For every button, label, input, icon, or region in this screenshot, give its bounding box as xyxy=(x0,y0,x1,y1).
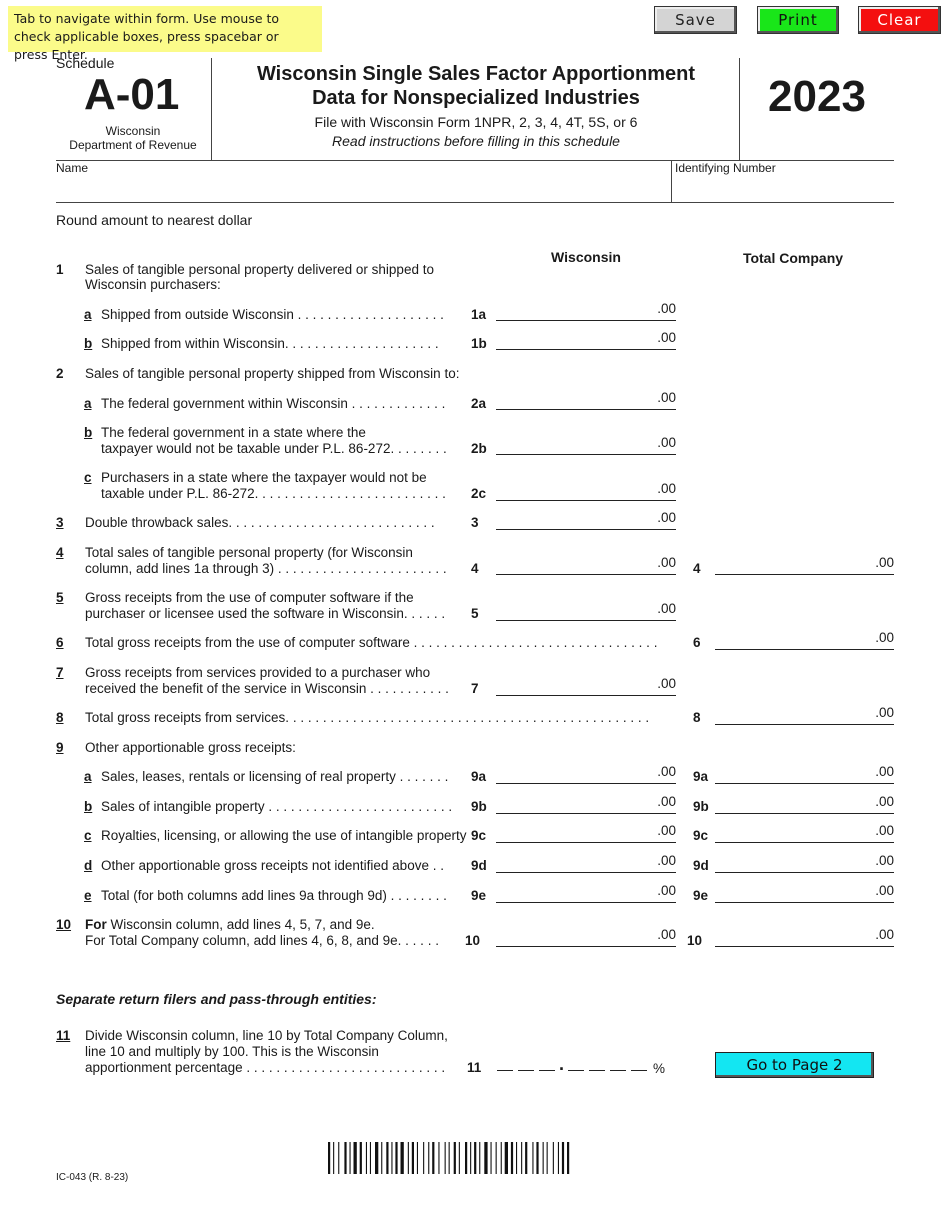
form-instructions: Read instructions before filling in this schedule xyxy=(332,133,620,149)
form-id: IC-043 (R. 8-23) xyxy=(56,1172,129,1183)
wisconsin-amount-field[interactable] xyxy=(496,301,676,321)
line-text: line 10 and multiply by 100. This is the Wisconsin xyxy=(85,1044,379,1059)
cents-label: .00 xyxy=(657,601,676,616)
line-ref: 9b xyxy=(471,799,487,814)
cents-label: .00 xyxy=(875,555,894,570)
wisconsin-amount-field[interactable] xyxy=(496,883,676,903)
wisconsin-amount-field[interactable] xyxy=(496,510,676,530)
line-text: Total gross receipts from services. . . . . . . . . . . . . . . . . . . . . . . . . . . . . . . . . . . . . . . . . . . . . . . . . xyxy=(85,710,650,725)
line-number: 1 xyxy=(56,262,64,277)
save-button[interactable]: Save xyxy=(654,6,737,34)
total-company-amount-field[interactable] xyxy=(715,853,894,873)
line-letter: c xyxy=(84,470,92,485)
cents-label: .00 xyxy=(657,481,676,496)
wisconsin-amount-field[interactable] xyxy=(496,481,676,501)
total-company-amount-field[interactable] xyxy=(715,705,894,725)
total-company-amount-field[interactable] xyxy=(715,630,894,650)
line-ref: 8 xyxy=(693,710,701,725)
line-text: apportionment percentage . . . . . . . . . . . . . . . . . . . . . . . . . . . xyxy=(85,1060,446,1075)
schedule-number: A-01 xyxy=(84,70,180,119)
line-text: column, add lines 1a through 3) . . . . . . . . . . . . . . . . . . . . . . . xyxy=(85,561,447,576)
title-line1: Wisconsin Single Sales Factor Apportionment xyxy=(256,63,696,85)
line-text: Double throwback sales. . . . . . . . . . . . . . . . . . . . . . . . . . . . xyxy=(85,515,435,530)
wisconsin-amount-field[interactable] xyxy=(496,435,676,455)
cents-label: .00 xyxy=(657,764,676,779)
line-text: Wisconsin purchasers: xyxy=(85,277,221,292)
dept-line2: Department of Revenue xyxy=(69,138,197,152)
cents-label: .00 xyxy=(657,823,676,838)
cents-label: .00 xyxy=(875,705,894,720)
percentage-digit-field[interactable] xyxy=(589,1070,605,1071)
cents-label: .00 xyxy=(657,794,676,809)
wisconsin-column-header: Wisconsin xyxy=(551,249,621,265)
cents-label: .00 xyxy=(657,676,676,691)
line-text: Purchasers in a state where the taxpayer would not be xyxy=(101,470,427,485)
line-text: Gross receipts from the use of computer software if the xyxy=(85,590,414,605)
go-to-page-2-button[interactable]: Go to Page 2 xyxy=(715,1052,874,1078)
line-letter: a xyxy=(84,396,92,411)
line-ref: 1a xyxy=(471,307,487,322)
print-button[interactable]: Print xyxy=(757,6,839,34)
line-ref: 9d xyxy=(471,858,487,873)
form-subtitle: File with Wisconsin Form 1NPR, 2, 3, 4, 4T, 5S, or 6 xyxy=(314,114,638,130)
percentage-digit-field[interactable] xyxy=(539,1070,555,1071)
line-text: Sales of tangible personal property shipped from Wisconsin to: xyxy=(85,366,460,381)
dept-line1: Wisconsin xyxy=(105,124,161,138)
line-ref: 9e xyxy=(693,888,709,903)
cents-label: .00 xyxy=(875,764,894,779)
line-ref: 9c xyxy=(693,828,709,843)
line-ref: 4 xyxy=(693,561,701,576)
line-letter: a xyxy=(84,307,92,322)
line-number: 7 xyxy=(56,665,64,680)
percent-sign: % xyxy=(653,1061,666,1076)
clear-button[interactable]: Clear xyxy=(858,6,941,34)
line-text: For Total Company column, add lines 4, 6, 8, and 9e. . . . . . xyxy=(85,933,439,948)
line-ref: 9d xyxy=(693,858,709,873)
line-number: 9 xyxy=(56,740,64,755)
line-text: Royalties, licensing, or allowing the use of intangible property xyxy=(101,828,467,843)
line-letter: b xyxy=(84,336,93,351)
cents-label: .00 xyxy=(875,853,894,868)
cents-label: .00 xyxy=(657,927,676,942)
line-ref: 4 xyxy=(471,561,479,576)
cents-label: .00 xyxy=(657,510,676,525)
cents-label: .00 xyxy=(657,883,676,898)
line-ref: 1b xyxy=(471,336,487,351)
line-ref: 3 xyxy=(471,515,479,530)
line-text: taxable under P.L. 86-272. . . . . . . . . . . . . . . . . . . . . . . . . . xyxy=(101,486,446,501)
line-text: The federal government within Wisconsin . . . . . . . . . . . . . xyxy=(101,396,446,411)
total-company-amount-field[interactable] xyxy=(715,764,894,784)
cents-label: .00 xyxy=(875,794,894,809)
line-ref: 9c xyxy=(471,828,487,843)
cents-label: .00 xyxy=(657,853,676,868)
line-ref: 9a xyxy=(693,769,709,784)
line-text: Sales of intangible property . . . . . . . . . . . . . . . . . . . . . . . . . xyxy=(101,799,453,814)
line-number: 10 xyxy=(56,917,72,932)
schedule-label: Schedule xyxy=(56,55,115,71)
line-ref: 9b xyxy=(693,799,709,814)
percentage-digit-field[interactable] xyxy=(631,1070,647,1071)
tax-year: 2023 xyxy=(768,72,866,121)
line-number: 5 xyxy=(56,590,64,605)
line-ref: 9a xyxy=(471,769,487,784)
percentage-digit-field[interactable] xyxy=(568,1070,584,1071)
line-text: Divide Wisconsin column, line 10 by Total Company Column, xyxy=(85,1028,448,1043)
percentage-digit-field[interactable] xyxy=(518,1070,534,1071)
total-company-column-header: Total Company xyxy=(742,250,844,266)
cents-label: .00 xyxy=(657,435,676,450)
cents-label: .00 xyxy=(875,927,894,942)
name-label: Name xyxy=(56,161,89,175)
line-text: Shipped from within Wisconsin. . . . . . . . . . . . . . . . . . . . . xyxy=(101,336,439,351)
line-number: 6 xyxy=(56,635,64,650)
wisconsin-amount-field[interactable] xyxy=(496,601,676,621)
name-field[interactable] xyxy=(56,176,671,202)
line-text: Total sales of tangible personal property (for Wisconsin xyxy=(85,545,413,560)
wisconsin-amount-field[interactable] xyxy=(496,676,676,696)
percentage-digit-field[interactable] xyxy=(497,1070,513,1071)
wisconsin-amount-field[interactable] xyxy=(496,330,676,350)
line-number: 4 xyxy=(56,545,64,560)
cents-label: .00 xyxy=(657,390,676,405)
line-ref: 10 xyxy=(465,933,481,948)
line-text: Other apportionable gross receipts not identified above . . xyxy=(101,858,444,873)
line-letter: e xyxy=(84,888,92,903)
line-text: Sales, leases, rentals or licensing of real property . . . . . . . xyxy=(101,769,449,784)
line-text: purchaser or licensee used the software in Wisconsin. . . . . . xyxy=(85,606,446,621)
line-number: 8 xyxy=(56,710,64,725)
identifying-number-label: Identifying Number xyxy=(675,161,776,175)
line-letter: d xyxy=(84,858,93,873)
line-ref: 10 xyxy=(687,933,703,948)
line-text: received the benefit of the service in Wisconsin . . . . . . . . . . . xyxy=(85,681,449,696)
cents-label: .00 xyxy=(657,555,676,570)
identifying-number-field[interactable] xyxy=(675,176,894,202)
line-ref: 2b xyxy=(471,441,487,456)
divider xyxy=(671,160,672,203)
decimal-point: . xyxy=(559,1054,565,1074)
department-name xyxy=(56,124,210,152)
total-company-amount-field[interactable] xyxy=(715,794,894,814)
line-ref: 5 xyxy=(471,606,479,621)
line-text: Total gross receipts from the use of computer software . . . . . . . . . . . . . . . . . . . . . . . . . . . . . . . . . xyxy=(85,635,658,650)
line-text xyxy=(85,917,375,933)
line-text: Total (for both columns add lines 9a through 9d) . . . . . . . . xyxy=(101,888,447,903)
line-number: 3 xyxy=(56,515,64,530)
wisconsin-amount-field[interactable] xyxy=(496,794,676,814)
form-title xyxy=(212,62,740,110)
line-number: 2 xyxy=(56,366,64,381)
cents-label: .00 xyxy=(657,330,676,345)
wisconsin-amount-field[interactable] xyxy=(496,764,676,784)
line-letter: a xyxy=(84,769,92,784)
line-text: The federal government in a state where the xyxy=(101,425,366,440)
line-ref: 7 xyxy=(471,681,479,696)
cents-label: .00 xyxy=(657,301,676,316)
separate-filers-heading: Separate return filers and pass-through entities: xyxy=(56,991,377,1007)
divider xyxy=(56,202,894,203)
line-letter: b xyxy=(84,799,93,814)
wisconsin-amount-field[interactable] xyxy=(496,555,676,575)
wisconsin-amount-field[interactable] xyxy=(496,853,676,873)
line-text: Shipped from outside Wisconsin . . . . . . . . . . . . . . . . . . . . xyxy=(101,307,444,322)
cents-label: .00 xyxy=(875,823,894,838)
line-text-bold: For xyxy=(85,917,107,932)
percentage-digit-field[interactable] xyxy=(610,1070,626,1071)
total-company-amount-field[interactable] xyxy=(715,555,894,575)
line-letter: b xyxy=(84,425,93,440)
line-text: Other apportionable gross receipts: xyxy=(85,740,296,755)
cents-label: .00 xyxy=(875,630,894,645)
title-line2: Data for Nonspecialized Industries xyxy=(312,87,640,109)
cents-label: .00 xyxy=(875,883,894,898)
wisconsin-amount-field[interactable] xyxy=(496,390,676,410)
line-ref: 6 xyxy=(693,635,701,650)
line-ref: 2c xyxy=(471,486,487,501)
wisconsin-amount-field[interactable] xyxy=(496,927,676,947)
line-text: taxpayer would not be taxable under P.L. 86-272. . . . . . . . xyxy=(101,441,447,456)
total-company-amount-field[interactable] xyxy=(715,927,894,947)
total-company-amount-field[interactable] xyxy=(715,823,894,843)
line-letter: c xyxy=(84,828,92,843)
line-text-rest: Wisconsin column, add lines 4, 5, 7, and 9e. xyxy=(106,917,375,932)
line-ref: 2a xyxy=(471,396,487,411)
barcode-image xyxy=(328,1142,622,1174)
navigation-tip: Tab to navigate within form. Use mouse to check applicable boxes, press spacebar or press Enter. xyxy=(8,6,322,52)
round-note: Round amount to nearest dollar xyxy=(56,212,253,228)
wisconsin-amount-field[interactable] xyxy=(496,823,676,843)
total-company-amount-field[interactable] xyxy=(715,883,894,903)
line-text: Gross receipts from services provided to a purchaser who xyxy=(85,665,431,680)
line-ref: 9e xyxy=(471,888,487,903)
line-number: 11 xyxy=(56,1028,71,1043)
line-text: Sales of tangible personal property delivered or shipped to xyxy=(85,262,434,277)
line-ref: 11 xyxy=(467,1060,482,1075)
